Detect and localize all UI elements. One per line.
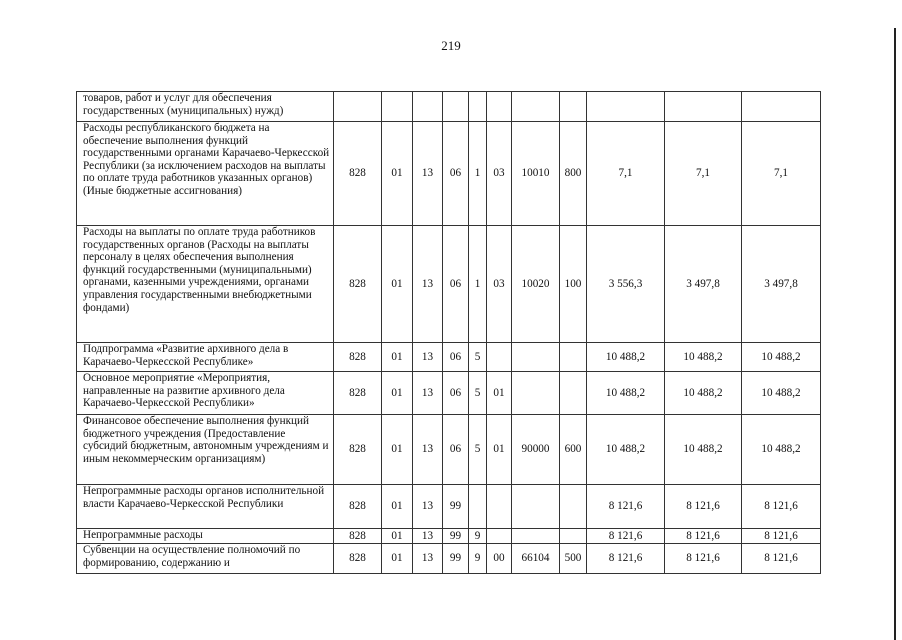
- amount-year3-cell: 3 497,8: [742, 226, 821, 343]
- code-direction-cell: [512, 343, 560, 372]
- code-direction-cell: 10010: [512, 122, 560, 226]
- amount-year3-cell: 8 121,6: [742, 529, 821, 544]
- amount-year1-cell: 10 488,2: [587, 372, 665, 415]
- amount-year1-cell: 8 121,6: [587, 485, 665, 529]
- amount-year2-cell: 7,1: [665, 122, 742, 226]
- row-description: Непрограммные расходы органов исполнительной власти Карачаево-Черкесской Республики: [77, 485, 334, 529]
- code-subsection-cell: 13: [413, 122, 443, 226]
- code-activity-cell: 00: [487, 544, 512, 574]
- amount-year3-cell: 8 121,6: [742, 544, 821, 574]
- code-program-cell: 06: [443, 226, 469, 343]
- code-subprogram-cell: [469, 485, 487, 529]
- code-expense-type-cell: [560, 485, 587, 529]
- row-description: товаров, работ и услуг для обеспечения государственных (муниципальных) нужд): [77, 92, 334, 122]
- code-expense-type-cell: [560, 343, 587, 372]
- code-subprogram-cell: [469, 92, 487, 122]
- code-program-cell: 99: [443, 544, 469, 574]
- amount-year3-cell: 10 488,2: [742, 343, 821, 372]
- code-program-cell: [443, 92, 469, 122]
- code-expense-type-cell: 800: [560, 122, 587, 226]
- page-number: 219: [441, 38, 461, 53]
- code-subsection-cell: 13: [413, 343, 443, 372]
- code-program-cell: 06: [443, 372, 469, 415]
- code-ministry-cell: 828: [334, 544, 382, 574]
- amount-year1-cell: 7,1: [587, 122, 665, 226]
- code-section-cell: 01: [382, 226, 413, 343]
- amount-year2-cell: 8 121,6: [665, 529, 742, 544]
- code-ministry-cell: 828: [334, 226, 382, 343]
- row-description: Подпрограмма «Развитие архивного дела в Карачаево-Черкесской Республике»: [77, 343, 334, 372]
- code-section-cell: 01: [382, 372, 413, 415]
- amount-year2-cell: 10 488,2: [665, 372, 742, 415]
- table-row: [77, 343, 821, 372]
- code-activity-cell: [487, 343, 512, 372]
- table-row: [77, 544, 821, 574]
- code-ministry-cell: 828: [334, 529, 382, 544]
- amount-year2-cell: 10 488,2: [665, 343, 742, 372]
- amount-year3-cell: 10 488,2: [742, 372, 821, 415]
- amount-year1-cell: 10 488,2: [587, 343, 665, 372]
- code-ministry-cell: 828: [334, 122, 382, 226]
- code-subprogram-cell: 1: [469, 122, 487, 226]
- row-description: Субвенции на осуществление полномочий по формированию, содержанию и: [77, 544, 334, 574]
- amount-year1-cell: 10 488,2: [587, 415, 665, 485]
- row-description: Финансовое обеспечение выполнения функций бюджетного учреждения (Предоставление субсидий бюджетным, автономным учреждениям и иным некоммерческим организациям): [77, 415, 334, 485]
- code-section-cell: 01: [382, 544, 413, 574]
- code-direction-cell: [512, 529, 560, 544]
- code-subsection-cell: 13: [413, 226, 443, 343]
- code-section-cell: 01: [382, 529, 413, 544]
- code-subsection-cell: 13: [413, 372, 443, 415]
- code-expense-type-cell: [560, 529, 587, 544]
- table-row: [77, 529, 821, 544]
- amount-year1-cell: 8 121,6: [587, 529, 665, 544]
- code-program-cell: 99: [443, 485, 469, 529]
- row-description: Расходы республиканского бюджета на обеспечение выполнения функций государственными органами Карачаево-Черкесской Республики (за исключением расходов на выплаты по оплате труда работников указанных органов) (Иные бюджетные ассигнования): [77, 122, 334, 226]
- code-activity-cell: 03: [487, 122, 512, 226]
- amount-year1-cell: 3 556,3: [587, 226, 665, 343]
- code-subsection-cell: [413, 92, 443, 122]
- code-subprogram-cell: 5: [469, 343, 487, 372]
- code-program-cell: 06: [443, 415, 469, 485]
- code-subsection-cell: 13: [413, 544, 443, 574]
- code-ministry-cell: 828: [334, 415, 382, 485]
- code-subprogram-cell: 5: [469, 415, 487, 485]
- code-subprogram-cell: 9: [469, 544, 487, 574]
- code-subprogram-cell: 1: [469, 226, 487, 343]
- amount-year3-cell: [742, 92, 821, 122]
- code-direction-cell: 90000: [512, 415, 560, 485]
- code-section-cell: [382, 92, 413, 122]
- code-expense-type-cell: 500: [560, 544, 587, 574]
- amount-year2-cell: 8 121,6: [665, 485, 742, 529]
- code-ministry-cell: 828: [334, 372, 382, 415]
- code-program-cell: 06: [443, 343, 469, 372]
- code-subsection-cell: 13: [413, 485, 443, 529]
- code-activity-cell: 03: [487, 226, 512, 343]
- code-expense-type-cell: 600: [560, 415, 587, 485]
- amount-year2-cell: [665, 92, 742, 122]
- row-description: Непрограммные расходы: [77, 529, 334, 544]
- code-activity-cell: 01: [487, 415, 512, 485]
- page-edge-divider: [894, 28, 896, 640]
- amount-year3-cell: 8 121,6: [742, 485, 821, 529]
- table-row: [77, 372, 821, 415]
- code-ministry-cell: [334, 92, 382, 122]
- code-direction-cell: [512, 485, 560, 529]
- code-subprogram-cell: 9: [469, 529, 487, 544]
- code-subsection-cell: 13: [413, 529, 443, 544]
- code-direction-cell: 10020: [512, 226, 560, 343]
- amount-year3-cell: 7,1: [742, 122, 821, 226]
- budget-table: [76, 91, 821, 574]
- code-expense-type-cell: [560, 92, 587, 122]
- amount-year2-cell: 3 497,8: [665, 226, 742, 343]
- table-row: [77, 226, 821, 343]
- amount-year3-cell: 10 488,2: [742, 415, 821, 485]
- code-direction-cell: 66104: [512, 544, 560, 574]
- table-row: [77, 415, 821, 485]
- code-section-cell: 01: [382, 485, 413, 529]
- code-ministry-cell: 828: [334, 343, 382, 372]
- table-row: [77, 92, 821, 122]
- code-program-cell: 06: [443, 122, 469, 226]
- code-activity-cell: [487, 529, 512, 544]
- table-row: [77, 485, 821, 529]
- code-ministry-cell: 828: [334, 485, 382, 529]
- code-expense-type-cell: [560, 372, 587, 415]
- amount-year1-cell: [587, 92, 665, 122]
- code-program-cell: 99: [443, 529, 469, 544]
- table-row: [77, 122, 821, 226]
- code-direction-cell: [512, 92, 560, 122]
- code-activity-cell: [487, 485, 512, 529]
- code-direction-cell: [512, 372, 560, 415]
- code-subprogram-cell: 5: [469, 372, 487, 415]
- amount-year2-cell: 8 121,6: [665, 544, 742, 574]
- code-section-cell: 01: [382, 415, 413, 485]
- amount-year2-cell: 10 488,2: [665, 415, 742, 485]
- code-expense-type-cell: 100: [560, 226, 587, 343]
- amount-year1-cell: 8 121,6: [587, 544, 665, 574]
- row-description: Основное мероприятие «Мероприятия, направленные на развитие архивного дела Карачаево-Черкесской Республики»: [77, 372, 334, 415]
- code-activity-cell: [487, 92, 512, 122]
- code-subsection-cell: 13: [413, 415, 443, 485]
- row-description: Расходы на выплаты по оплате труда работников государственных органов (Расходы на выплаты персоналу в целях обеспечения выполнения функций государственными (муниципальными) органами, казенными учреждениями, органами управления государственными внебюджетными фондами): [77, 226, 334, 343]
- code-section-cell: 01: [382, 122, 413, 226]
- code-activity-cell: 01: [487, 372, 512, 415]
- code-section-cell: 01: [382, 343, 413, 372]
